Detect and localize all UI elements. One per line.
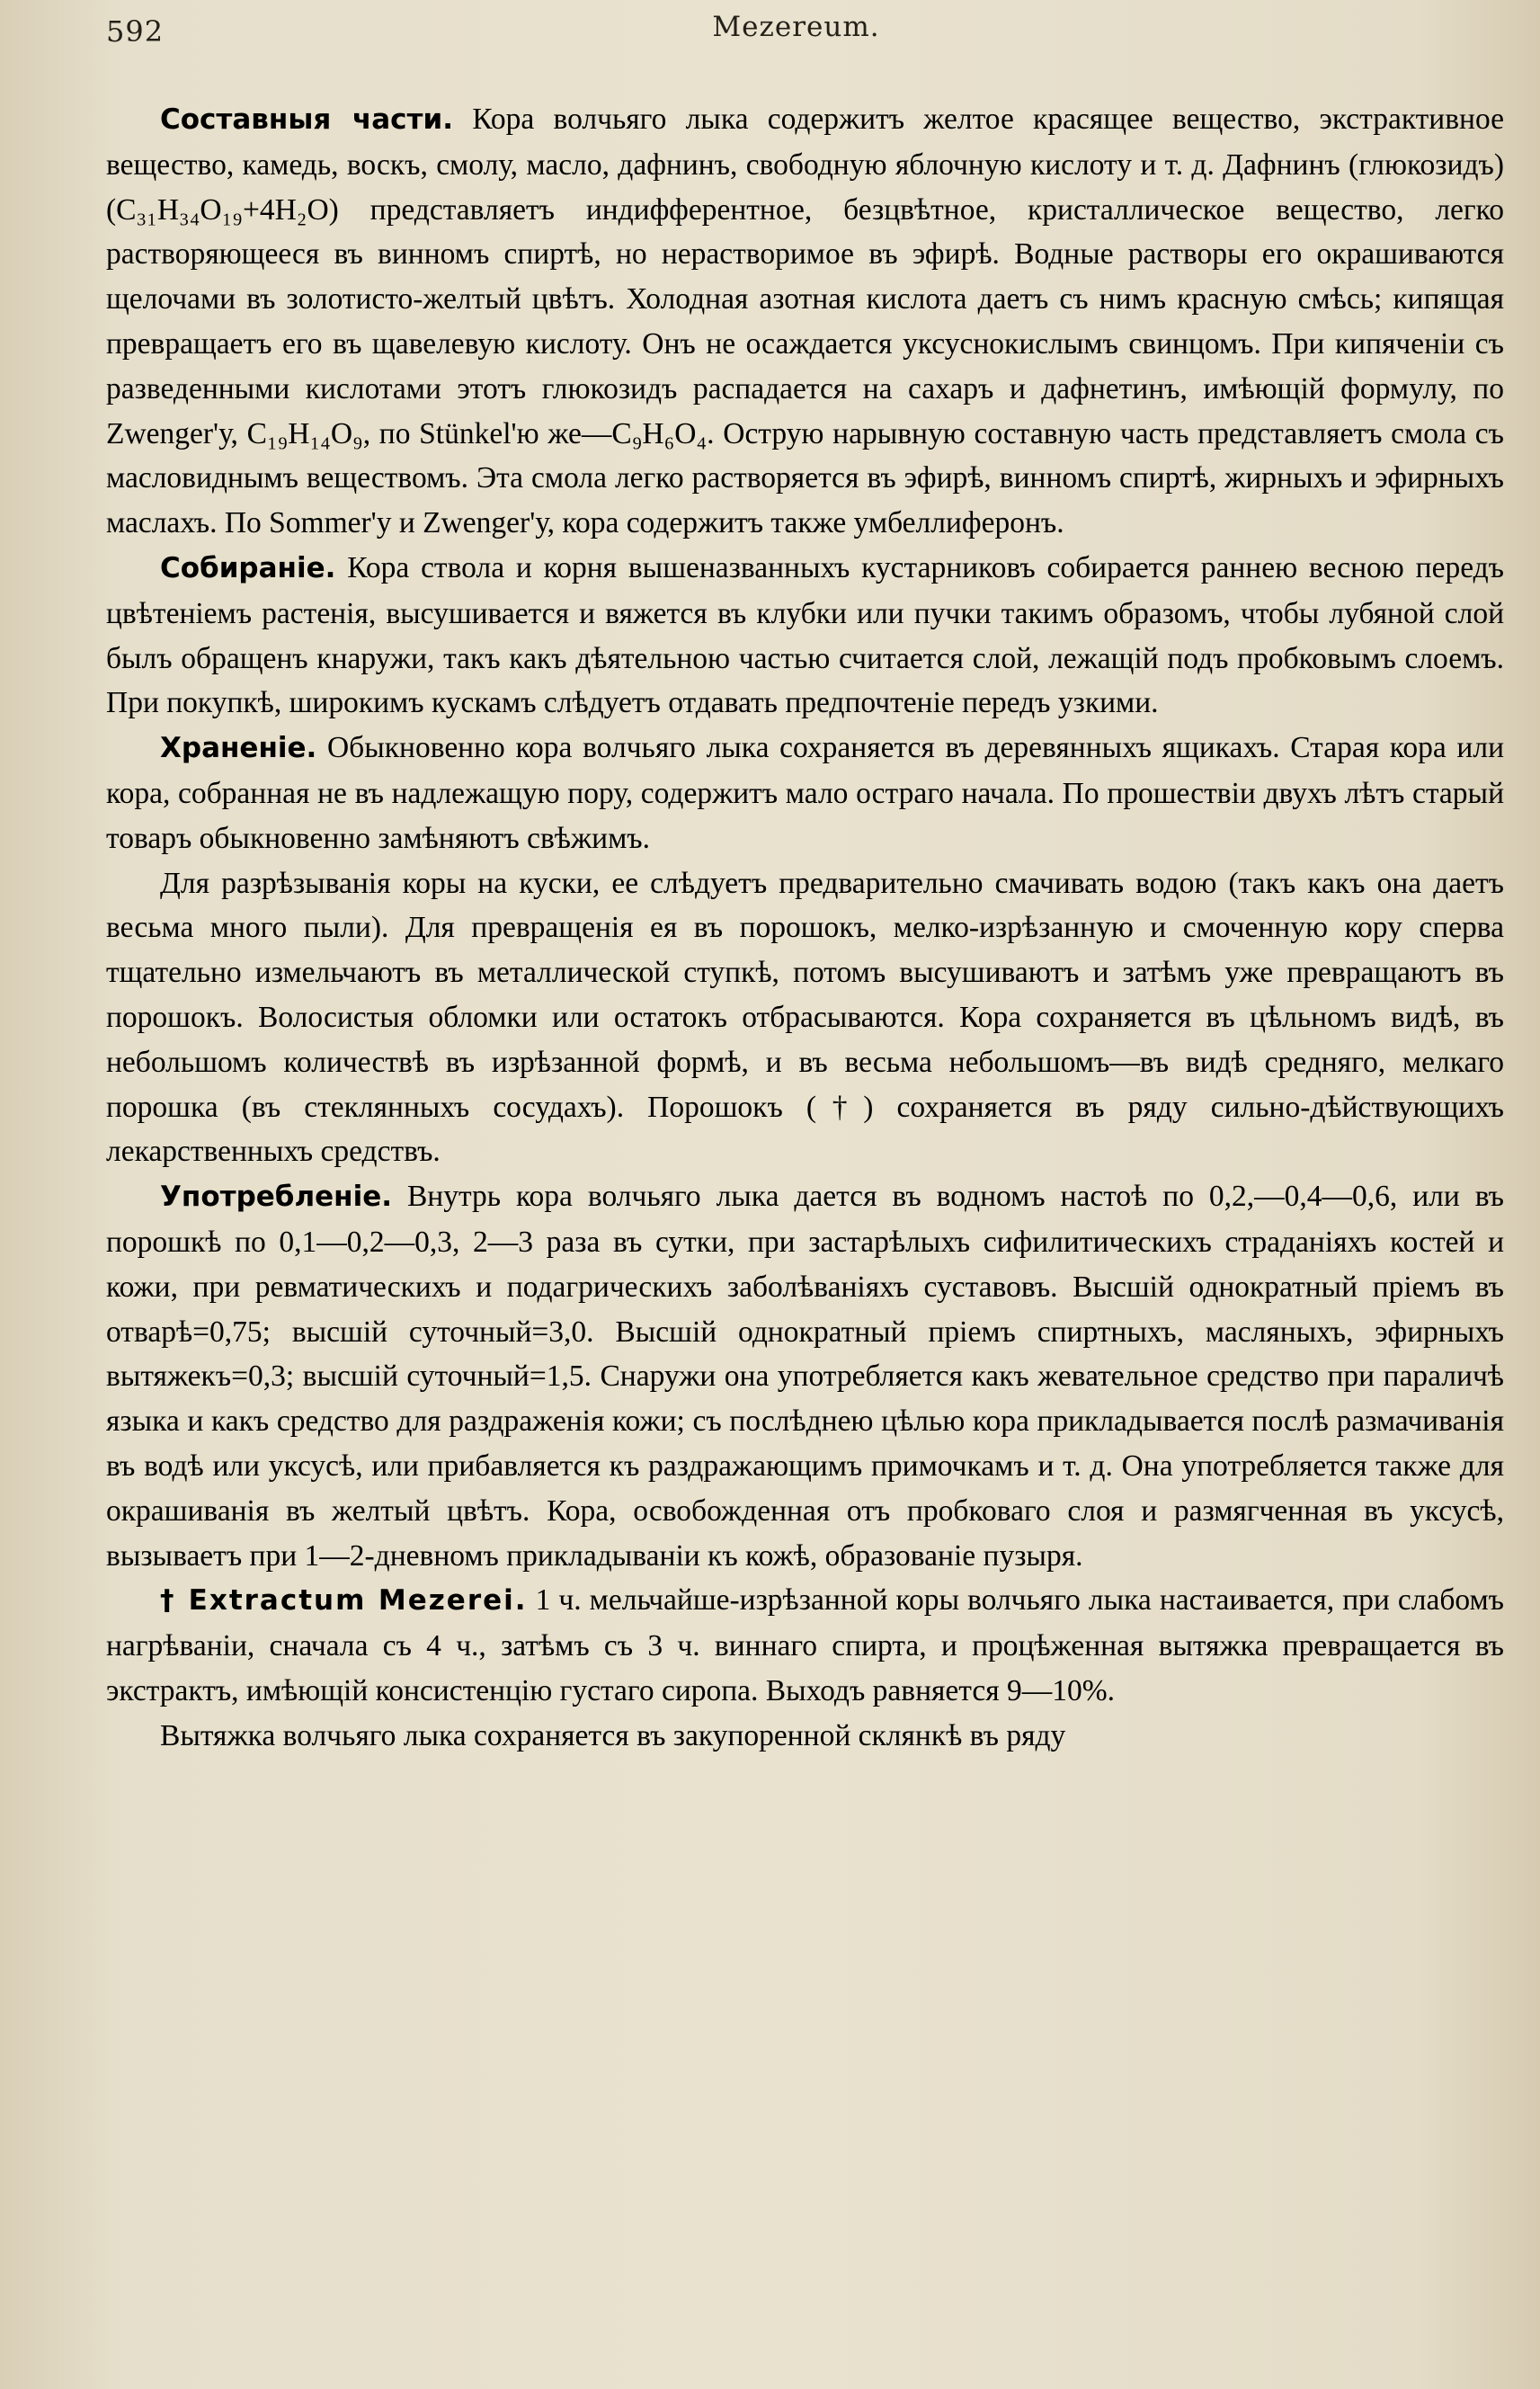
paragraph-text: Обыкновенно кора волчьяго лыка сохраняется въ деревянныхъ ящикахъ. Старая кора или кора, собранная не въ надлежащую пору, содержитъ мало остраго начала. По прошествіи двухъ лѣтъ старый товаръ обыкновенно замѣняютъ свѣжимъ. bbox=[106, 731, 1504, 855]
paragraph-storage bbox=[106, 726, 1504, 860]
paragraph-lead: Употребленіе. bbox=[160, 1181, 393, 1214]
paragraph-text: Для разрѣзыванія коры на куски, ее слѣдуетъ предварительно смачивать водою (такъ какъ она даетъ весьма много пыли). Для превращенія ея въ порошокъ, мелко-изрѣзанную и смоченную кору сперва тщательно измельчаютъ въ металлической ступкѣ, потомъ высушиваютъ и затѣмъ уже превращаютъ въ порошокъ. Волосистыя обломки или остатокъ отбрасываются. Кора сохраняется въ цѣльномъ видѣ, въ небольшомъ количествѣ въ изрѣзанной формѣ, и въ весьма небольшомъ—въ видѣ средняго, мелкаго порошка (въ стеклянныхъ сосудахъ). Порошокъ (†) сохраняется въ ряду сильно-дѣйствующихъ лекарственныхъ средствъ. bbox=[106, 866, 1504, 1169]
paragraph-text: Вытяжка волчьяго лыка сохраняется въ закупоренной склянкѣ въ ряду bbox=[160, 1718, 1066, 1752]
body-text bbox=[106, 97, 1504, 1758]
paragraph-cutting bbox=[106, 861, 1504, 1175]
paragraph-lead: † Extractum Mezerei. bbox=[160, 1584, 528, 1618]
running-title: Mezereum. bbox=[712, 11, 880, 43]
paragraph-lead: Составныя части. bbox=[160, 103, 453, 136]
paragraph-extract bbox=[106, 1578, 1504, 1713]
paragraph-extract-storage bbox=[106, 1714, 1504, 1759]
page-number: 592 bbox=[106, 14, 165, 49]
paragraph-text: Кора ствола и корня вышеназванныхъ кустарниковъ собирается раннею весною передъ цвѣтеніемъ растенія, высушивается и вяжется въ клубки или пучки такимъ образомъ, чтобы лубяной слой былъ обращенъ кнаружи, такъ какъ дѣятельною частью считается слой, лежащій подъ пробковымъ слоемъ. При покупкѣ, широкимъ кускамъ слѣдуетъ отдавать предпочтеніе передъ узкими. bbox=[106, 550, 1504, 720]
paragraph-collection bbox=[106, 546, 1504, 726]
paragraph-text: Внутрь кора волчьяго лыка дается въ водномъ настоѣ по 0,2,—0,4—0,6, или въ порошкѣ по 0,1—0,2—0,3, 2—3 раза въ сутки, при застарѣлыхъ сифилитическихъ страданіяхъ костей и кожи, при ревматическихъ и подагрическихъ заболѣваніяхъ суставовъ. Высшій однократный пріемъ въ отварѣ=0,75; высшій суточный=3,0. Высшій однократный пріемъ спиртныхъ, масляныхъ, эфирныхъ вытяжекъ=0,3; высшій суточный=1,5. Снаружи она употребляется какъ жевательное средство при параличѣ языка и какъ средство для раздраженія кожи; съ послѣднею цѣлью кора прикладывается послѣ размачиванія въ водѣ или уксусѣ, или прибавляется къ раздражающимъ примочкамъ и т. д. Она употребляется также для окрашиванія въ желтый цвѣтъ. Кора, освобожденная отъ пробковаго слоя и размягченная въ уксусѣ, вызываетъ при 1—2-дневномъ прикладываніи къ кожѣ, образованіе пузыря. bbox=[106, 1180, 1504, 1573]
paragraph-text: 1 ч. мельчайше-изрѣзанной коры волчьяго лыка настаивается, при слабомъ нагрѣваніи, сначала съ 4 ч., затѣмъ съ 3 ч. виннаго спирта, и процѣженная вытяжка превращается въ экстрактъ, имѣющій консистенцію густаго сиропа. Выходъ равняется 9—10%. bbox=[106, 1583, 1505, 1707]
paragraph-constituents bbox=[106, 97, 1504, 546]
paragraph-usage bbox=[106, 1174, 1504, 1578]
paragraph-lead: Храненіе. bbox=[160, 732, 317, 765]
paragraph-text: Кора волчьяго лыка содержитъ желтое красящее вещество, экстрактивное вещество, камедь, воскъ, смолу, масло, дафнинъ, свободную яблочную кислоту и т. д. Дафнинъ (глюкозидъ) (C₃₁H₃₄O₁₉+4H₂O) представляетъ индифферентное, безцвѣтное, кристаллическое вещество, легко растворяющееся въ винномъ спиртѣ, но нерастворимое въ эфирѣ. Водные растворы его окрашиваются щелочами въ золотисто-желтый цвѣтъ. Холодная азотная кислота даетъ съ нимъ красную смѣсь; кипящая превращаетъ его въ щавелевую кислоту. Онъ не осаждается уксуснокислымъ свинцомъ. При кипяченіи съ разведенными кислотами этотъ глюкозидъ распадается на сахаръ и дафнетинъ, имѣющій формулу, по Zwenger'у, C₁₉H₁₄O₉, по Stünkel'ю же—C₉H₆O₄. Острую нарывную составную часть представляетъ смола съ масловиднымъ веществомъ. Эта смола легко растворяется въ эфирѣ, винномъ спиртѣ, жирныхъ и эфирныхъ маслахъ. По Sommer'у и Zwenger'у, кора содержитъ также умбеллиферонъ. bbox=[106, 103, 1505, 540]
page-header bbox=[106, 0, 1486, 77]
paragraph-lead: Собираніе. bbox=[160, 551, 336, 584]
